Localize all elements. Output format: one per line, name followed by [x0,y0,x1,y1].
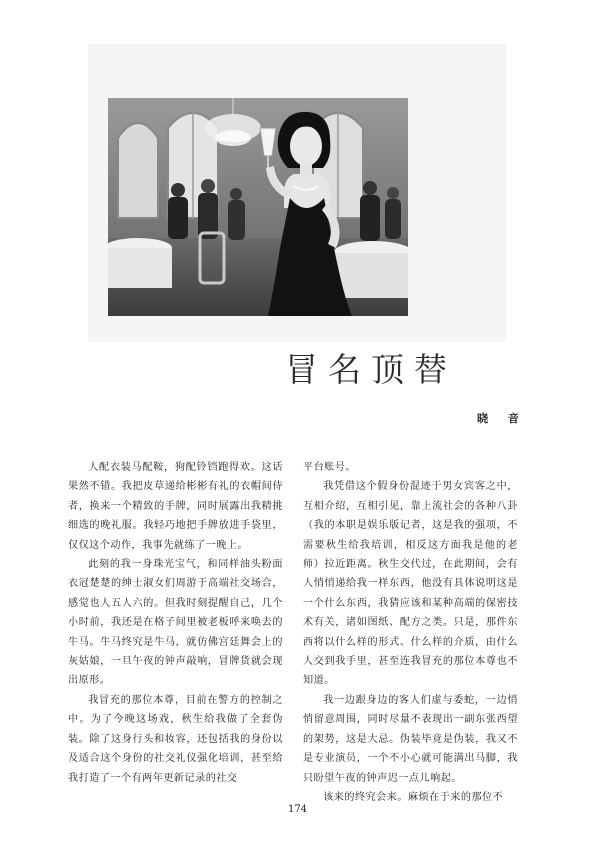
paragraph: 此刻的我一身珠光宝气，和同样油头粉面衣冠楚楚的绅士淑女们周游于高端社交场合，感觉也人五人六的。但我时刻提醒自己，几个小时前，我还是在格子间里被老板呼来唤去的牛马。牛马终究是牛马，就仿佛宫廷舞会上的灰姑娘，一旦午夜的钟声敲响，冒牌货就会现出原形。 [68,559,283,687]
paragraph-continuation: 平台账号。 [303,462,356,473]
ballroom-woman-champagne-illustration [108,98,408,316]
article-author: 晓 音 [477,412,527,425]
left-column [68,458,283,788]
paragraph: 我一边跟身边的客人们虚与委蛇，一边悄悄留意周围，同时尽量不表现出一副东张西望的架势，这是大忌。伪装毕竟是伪装，我又不是专业演员，一个不小心就可能满出马脚，我只盼望午夜的钟声迟一点儿响起。 [303,694,518,784]
paragraph: 我凭借这个假身份混迹于男女宾客之中，互相介绍，互相引见，靠上流社会的各种八卦（我的本职是娱乐版记者，这是我的强项，不需要秋生给我培训，相反这方面我是他的老师）拉近距离。秋生交代过，在此期间，会有人悄悄递给我一样东西，他没有具体说明这是一个什么东西，我猜应该和某种高端的保密技术有关，诸如图纸、配方之类。只是，那件东西将以什么样的形式、什么样的介质，由什么人交到我手里，甚至连我冒充的那位本尊也不知道。 [303,481,518,687]
paragraph: 我冒充的那位本尊，目前在警方的控制之中。为了今晚这场戏，秋生给我做了全套伪装。除了这身行头和妆容，还包括我的身份以及适合这个身份的社交礼仪强化培训，甚至给我打造了一个有两年更新记录的社交 [68,694,283,784]
page-number: 174 [287,804,308,815]
article-title: 冒名顶替 [285,350,457,389]
right-column [303,458,518,807]
paragraph: 该来的终究会来。麻烦在于来的那位不 [323,791,504,803]
paragraph: 人配衣装马配鞍，狗配铃铛跑得欢。这话果然不错。我把皮草递给彬彬有礼的衣帽间侍者，换来一个精致的手牌，同时展露出我精挑细选的晚礼服。我轻巧地把手牌放进手袋里，仅仅这个动作，我事先就练了一晚上。 [68,462,283,551]
